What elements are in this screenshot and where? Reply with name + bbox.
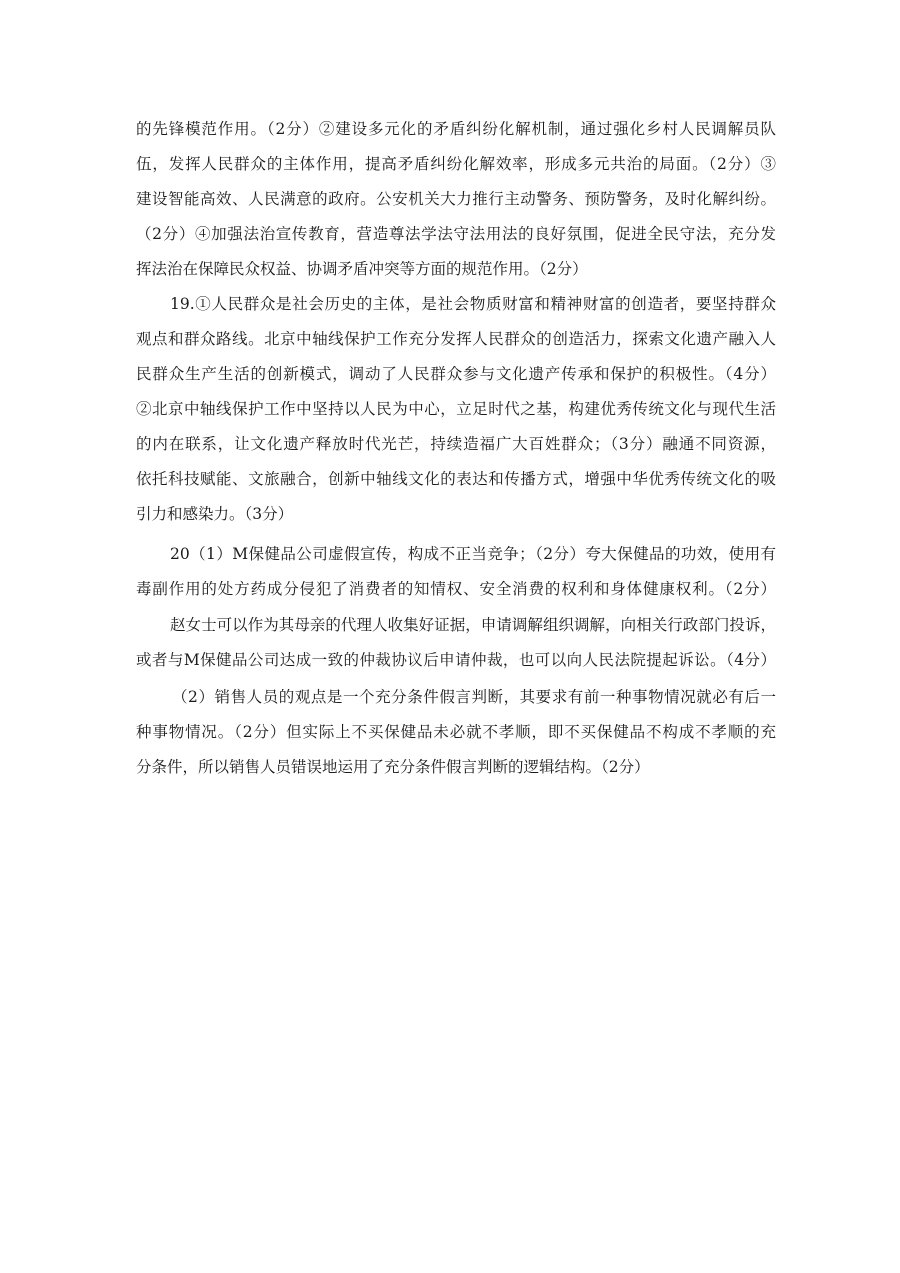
text-line: 赵女士可以作为其母亲的代理人收集好证据，申请调解组织调解，向相关行政部门投诉， — [170, 616, 776, 634]
text-line: 挥法治在保障民众权益、协调矛盾冲突等方面的规范作用。（2分） — [136, 260, 588, 278]
text-line: 引力和感染力。（3分） — [136, 505, 294, 523]
text-line: 分条件，所以销售人员错误地运用了充分条件假言判断的逻辑结构。（2分） — [136, 758, 650, 776]
text-line: 的内在联系，让文化遗产释放时代光芒，持续造福广大百姓群众；（3分）融通不同资源， — [136, 435, 776, 453]
text-line: 或者与M保健品公司达成一致的仲裁协议后申请仲裁，也可以向人民法院提起诉讼。（4分） — [136, 651, 776, 669]
text-line: ②北京中轴线保护工作中坚持以人民为中心，立足时代之基，构建优秀传统文化与现代生活 — [136, 400, 776, 418]
answer-20-2-start: （2）销售人员的观点是一个充分条件假言判断，其要求有前一种事物情况就必有后一 — [172, 688, 776, 706]
text-line: 观点和群众路线。北京中轴线保护工作充分发挥人民群众的创造活力，探索文化遗产融入人 — [136, 330, 776, 348]
text-line: 伍，发挥人民群众的主体作用，提高矛盾纠纷化解效率，形成多元共治的局面。（2分）③ — [136, 155, 776, 173]
text-line: 的先锋模范作用。（2分）②建设多元化的矛盾纠纷化解机制，通过强化乡村人民调解员队 — [136, 120, 776, 138]
text-line: 民群众生产生活的创新模式，调动了人民群众参与文化遗产传承和保护的积极性。（4分） — [136, 365, 776, 383]
text-line: 毒副作用的处方药成分侵犯了消费者的知情权、安全消费的权利和身体健康权利。（2分） — [136, 580, 776, 598]
text-line: 建设智能高效、人民满意的政府。公安机关大力推行主动警务、预防警务，及时化解纠纷。 — [136, 190, 776, 208]
text-line: （2分）④加强法治宣传教育，营造尊法学法守法用法的良好氛围，促进全民守法，充分发 — [136, 225, 776, 243]
text-line: 依托科技赋能、文旅融合，创新中轴线文化的表达和传播方式，增强中华优秀传统文化的吸 — [136, 470, 776, 488]
text-line: 种事物情况。（2分）但实际上不买保健品未必就不孝顺，即不买保健品不构成不孝顺的充 — [136, 723, 776, 741]
answer-19-start: 19.①人民群众是社会历史的主体，是社会物质财富和精神财富的创造者，要坚持群众 — [170, 295, 776, 313]
answer-20-start: 20（1）M保健品公司虚假宣传，构成不正当竞争；（2分）夸大保健品的功效，使用有 — [170, 545, 776, 563]
